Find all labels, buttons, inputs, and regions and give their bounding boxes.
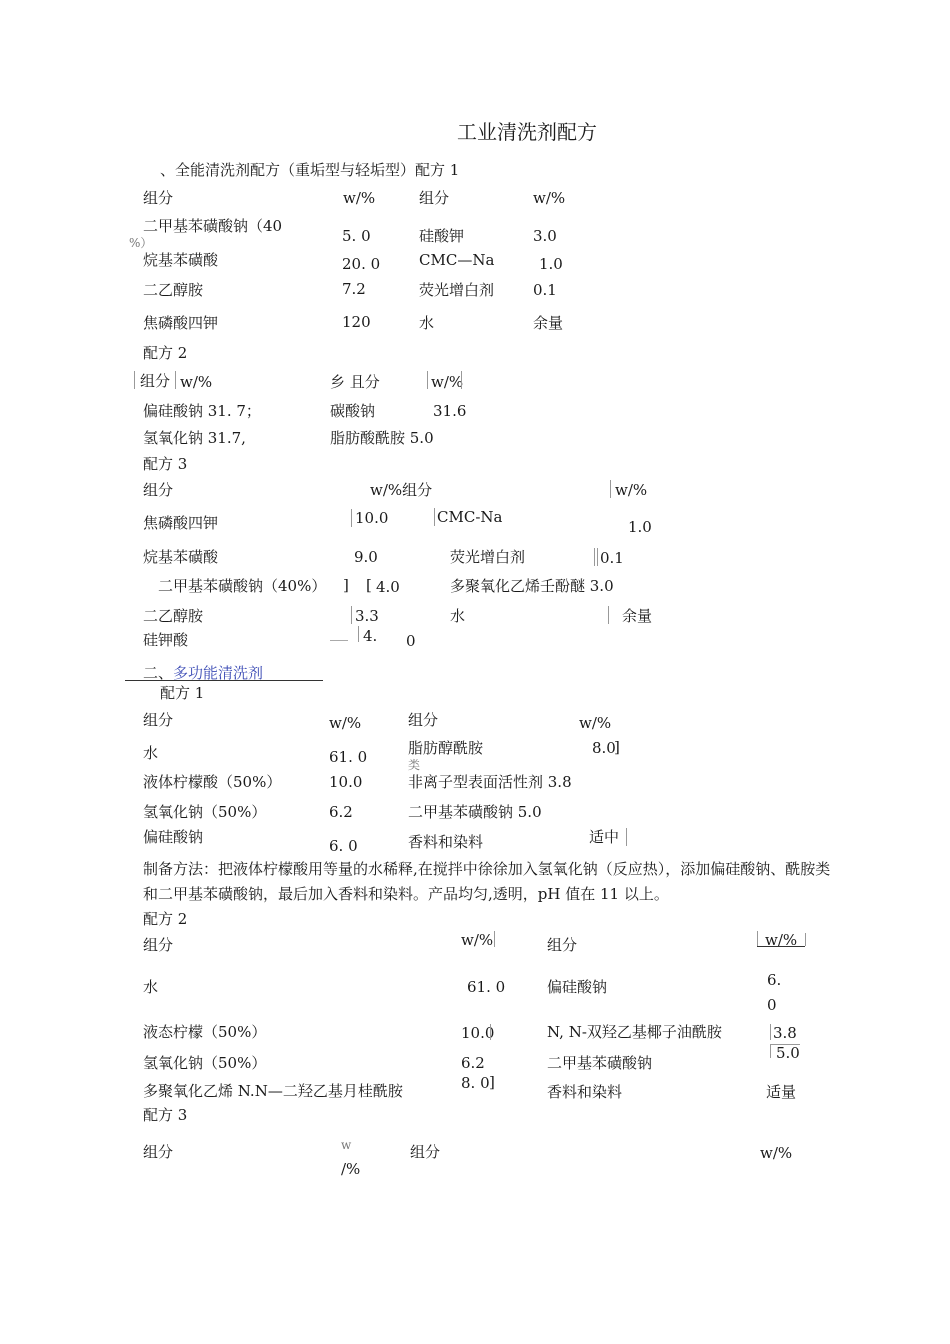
section-2-underline bbox=[125, 680, 323, 681]
f3-row-3-weight: 4.0 bbox=[376, 578, 400, 596]
s2-f2-heading: 配方 2 bbox=[143, 910, 188, 928]
table-bracket: ] bbox=[614, 738, 620, 756]
table-rule bbox=[351, 606, 352, 624]
s2-f2-row-2-component: 液态柠檬（50%） bbox=[143, 1023, 267, 1041]
table-rule bbox=[757, 931, 758, 946]
s2-f2-row-4-component: 多聚氧化乙烯 N.N—二羟乙基月桂酰胺 bbox=[143, 1082, 403, 1100]
s2-f2-row-2-weight: 10.0 bbox=[461, 1024, 495, 1042]
f2-header-weight-2: w/% bbox=[431, 373, 464, 391]
s1-header-weight: w/% bbox=[343, 189, 376, 207]
s2-f1-row-3-component-2: 二甲基苯磺酸钠 5.0 bbox=[408, 803, 542, 821]
f3-row-5-fragment: 0 bbox=[406, 632, 416, 650]
f3-row-5-component: 硅钾酸 bbox=[143, 631, 189, 649]
s2-f1-header-weight-2: w/% bbox=[579, 714, 612, 732]
s2-f1-row-4-component-2: 香料和染料 bbox=[408, 833, 484, 851]
f3-row-4-component: 二乙醇胺 bbox=[143, 607, 204, 625]
section-2-link[interactable]: 多功能清洗剂 bbox=[173, 664, 264, 682]
f2-header-component-2: 乡 且分 bbox=[330, 373, 380, 391]
f3-heading: 配方 3 bbox=[143, 455, 188, 473]
s2-f1-row-1-component: 水 bbox=[143, 744, 159, 762]
s1-row-2-component: 烷基苯磺酸 bbox=[143, 251, 219, 269]
f3-row-1-component-2: CMC-Na bbox=[437, 508, 503, 526]
s2-f1-row-1-weight-2: 8.0 bbox=[592, 739, 616, 757]
s2-f1-header-weight: w/% bbox=[329, 714, 362, 732]
s1-row-2-weight: 20. 0 bbox=[342, 255, 381, 273]
s1-row-3-weight: 7.2 bbox=[342, 280, 366, 298]
table-rule bbox=[597, 548, 598, 566]
table-bracket: ] bbox=[489, 1073, 495, 1091]
s1-row-1-weight: 5. 0 bbox=[342, 227, 371, 245]
s1-row-3-weight-2: 0.1 bbox=[533, 281, 557, 299]
f3-row-5-weight: 4. bbox=[363, 627, 378, 645]
s2-f2-row-2-weight-2: 3.8 bbox=[773, 1024, 797, 1042]
table-rule bbox=[626, 828, 627, 846]
table-rule bbox=[805, 933, 806, 946]
s1-header-weight-2: w/% bbox=[533, 189, 566, 207]
f2-header-weight: w/% bbox=[180, 373, 213, 391]
f3-header-component: 组分 bbox=[143, 481, 174, 499]
s2-f2-row-3-component: 氢氧化钠（50%） bbox=[143, 1054, 267, 1072]
table-rule bbox=[427, 371, 428, 389]
s1-row-1-component: 二甲基苯磺酸钠（40 bbox=[143, 217, 283, 235]
f2-row-1-component: 偏硅酸钠 31. 7； bbox=[143, 402, 261, 420]
s1-row-2-component-2: CMC—Na bbox=[419, 251, 495, 269]
s2-f1-row-1-fragment: 类 bbox=[408, 758, 421, 772]
f2-row-1-weight-2: 31.6 bbox=[433, 402, 467, 420]
table-bracket: [ bbox=[366, 576, 372, 594]
s1-row-3-component: 二乙醇胺 bbox=[143, 281, 204, 299]
table-rule bbox=[358, 626, 359, 642]
s2-f1-row-4-weight: 6. 0 bbox=[329, 837, 358, 855]
f3-row-1-component: 焦磷酸四钾 bbox=[143, 514, 219, 532]
table-rule bbox=[494, 931, 495, 947]
table-rule bbox=[594, 548, 595, 566]
s2-f2-row-1-component: 水 bbox=[143, 978, 159, 996]
s2-f2-row-4-component-2: 香料和染料 bbox=[547, 1083, 623, 1101]
s1-row-1-fragment: %） bbox=[129, 236, 153, 250]
f3-header-weight-component: w/%组分 bbox=[370, 481, 433, 499]
table-rule bbox=[490, 1024, 491, 1040]
method-text-line-2: 和二甲基苯磺酸钠，最后加入香料和染料。产品均匀,透明，pH 值在 11 以上。 bbox=[143, 885, 669, 903]
s2-f1-row-2-component: 液体柠檬酸（50%） bbox=[143, 773, 282, 791]
s2-f2-row-1-component-2: 偏硅酸钠 bbox=[547, 978, 608, 996]
s2-f3-heading: 配方 3 bbox=[143, 1106, 188, 1124]
f3-row-4-weight-2: 余量 bbox=[622, 607, 653, 625]
s2-f1-row-3-weight: 6.2 bbox=[329, 803, 353, 821]
s2-f1-row-2-component-2: 非离子型表面活性剂 3.8 bbox=[408, 773, 572, 791]
table-rule bbox=[330, 640, 348, 641]
table-rule bbox=[757, 946, 805, 947]
s2-f3-header-component: 组分 bbox=[143, 1143, 174, 1161]
table-rule bbox=[351, 509, 352, 527]
f2-row-2-component: 氢氧化钠 31.7, bbox=[143, 429, 246, 447]
s2-f2-header-component: 组分 bbox=[143, 936, 174, 954]
s1-row-4-weight-2: 余量 bbox=[533, 314, 564, 332]
s2-f1-row-1-component-2: 脂肪醇酰胺 bbox=[408, 739, 484, 757]
section-2-prefix: 二、 bbox=[143, 664, 174, 682]
table-rule bbox=[434, 508, 435, 526]
s2-f1-header-component-2: 组分 bbox=[408, 711, 439, 729]
s1-row-3-component-2: 荧光增白剂 bbox=[419, 281, 495, 299]
s2-f2-header-weight-2: w/% bbox=[765, 931, 798, 949]
table-rule bbox=[608, 606, 609, 624]
s1-header-component: 组分 bbox=[143, 189, 174, 207]
s2-f1-row-3-component: 氢氧化钠（50%） bbox=[143, 803, 267, 821]
f3-header-weight-2: w/% bbox=[615, 481, 648, 499]
f2-header-component: 组分 bbox=[140, 372, 171, 390]
s1-row-4-weight: 120 bbox=[342, 313, 371, 331]
s1-row-2-weight-2: 1.0 bbox=[539, 255, 563, 273]
s2-f2-row-4-weight: 8. 0 bbox=[461, 1074, 490, 1092]
s2-f2-row-3-weight: 6.2 bbox=[461, 1054, 485, 1072]
table-rule bbox=[175, 371, 176, 389]
s2-f2-row-3-component-2: 二甲基苯磺酸钠 bbox=[547, 1054, 653, 1072]
table-rule bbox=[461, 371, 462, 389]
method-text-line-1: 制备方法：把液体柠檬酸用等量的水稀释,在搅拌中徐徐加入氢氧化钠（反应热），添加偏硅酸钠、酰胺类 bbox=[143, 860, 831, 878]
s2-f2-row-2-component-2: N, N-双羟乙基椰子油酰胺 bbox=[547, 1023, 722, 1041]
table-rule bbox=[610, 480, 611, 498]
s2-f1-row-1-weight: 61. 0 bbox=[329, 748, 368, 766]
s2-f1-header-component: 组分 bbox=[143, 711, 174, 729]
section-1-heading: 、全能清洗剂配方（重垢型与轻垢型）配方 1 bbox=[160, 161, 460, 179]
f3-row-2-component: 烷基苯磺酸 bbox=[143, 548, 219, 566]
s2-f3-header-weight-b: /% bbox=[341, 1160, 361, 1178]
s2-f1-row-4-component: 偏硅酸钠 bbox=[143, 828, 204, 846]
page-title: 工业清洗剂配方 bbox=[457, 120, 597, 144]
table-rule bbox=[134, 371, 135, 389]
table-rule bbox=[770, 1024, 771, 1040]
s2-f3-header-weight-2: w/% bbox=[760, 1144, 793, 1162]
s1-row-4-component: 焦磷酸四钾 bbox=[143, 314, 219, 332]
table-rule bbox=[770, 1044, 771, 1058]
f2-row-2-component-2: 脂肪酸酰胺 5.0 bbox=[330, 429, 434, 447]
s2-f1-row-4-weight-2: 适中 bbox=[589, 828, 620, 846]
f3-row-2-component-2: 荧光增白剂 bbox=[450, 548, 526, 566]
f3-row-2-weight: 9.0 bbox=[354, 548, 378, 566]
s2-f2-row-1-weight: 61. 0 bbox=[467, 978, 506, 996]
f2-row-1-component-2: 碳酸钠 bbox=[330, 402, 376, 420]
table-bracket: ] bbox=[343, 576, 349, 594]
f2-heading: 配方 2 bbox=[143, 344, 188, 362]
s2-f1-row-2-weight: 10.0 bbox=[329, 773, 363, 791]
s2-f2-row-1-weight-2a: 6. bbox=[767, 971, 782, 989]
f3-row-1-weight-2: 1.0 bbox=[628, 518, 652, 536]
s2-f1-heading: 配方 1 bbox=[160, 684, 205, 702]
s1-row-1-component-2: 硅酸钾 bbox=[419, 227, 465, 245]
s1-row-4-component-2: 水 bbox=[419, 314, 435, 332]
s1-row-1-weight-2: 3.0 bbox=[533, 227, 557, 245]
f3-row-4-component-2: 水 bbox=[450, 607, 466, 625]
s2-f3-header-weight-a: w bbox=[341, 1138, 352, 1152]
s2-f2-header-weight: w/% bbox=[461, 931, 494, 949]
s2-f3-header-component-2: 组分 bbox=[410, 1143, 441, 1161]
s1-header-component-2: 组分 bbox=[419, 189, 450, 207]
f3-row-4-weight: 3.3 bbox=[355, 607, 379, 625]
f3-row-2-weight-2: 0.1 bbox=[600, 549, 624, 567]
f3-row-1-weight: 10.0 bbox=[355, 509, 389, 527]
s2-f2-row-1-weight-2b: 0 bbox=[767, 996, 777, 1014]
s2-f2-header-component-2: 组分 bbox=[547, 936, 578, 954]
s2-f2-row-4-weight-2: 适量 bbox=[766, 1083, 797, 1101]
f3-row-3-component: 二甲基苯磺酸钠（40%） bbox=[158, 577, 327, 595]
f3-row-3-component-2: 多聚氧化乙烯壬酚醚 3.0 bbox=[450, 577, 614, 595]
s2-f2-row-3-weight-2: 5.0 bbox=[776, 1044, 800, 1062]
